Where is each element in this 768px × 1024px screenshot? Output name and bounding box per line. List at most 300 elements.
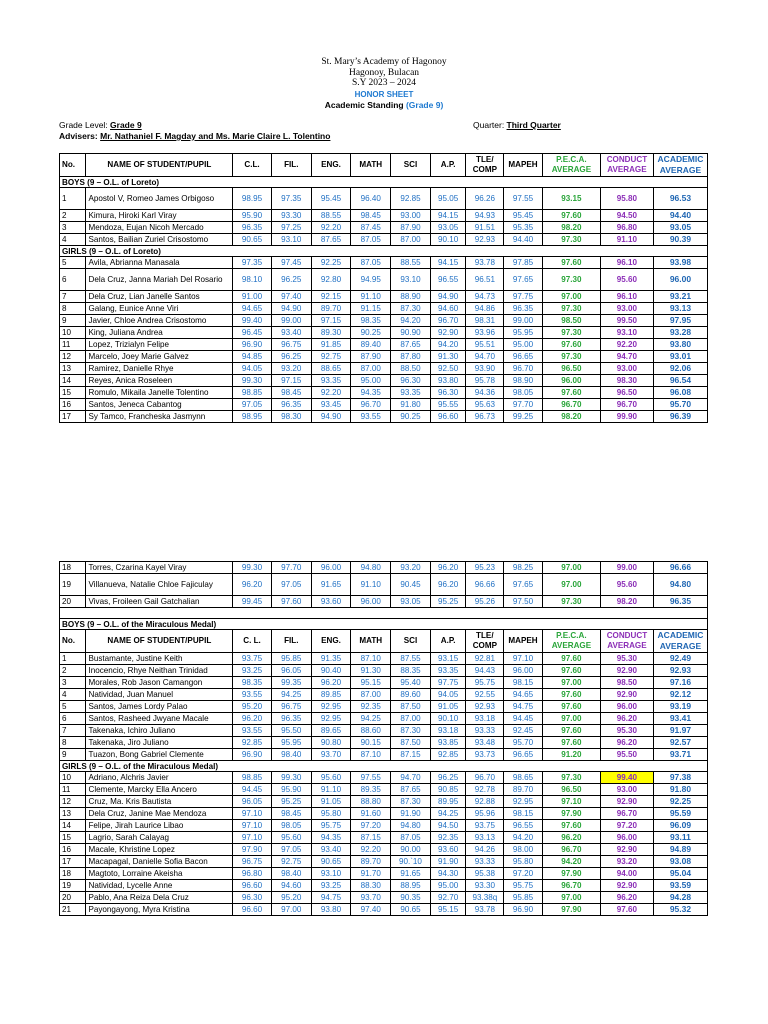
col-math-cell: 87.00 <box>351 689 391 701</box>
spacer-row <box>60 608 708 619</box>
col-peca-cell: 97.30 <box>542 596 600 608</box>
col-peca-cell: 97.60 <box>542 210 600 222</box>
col-conduct-cell: 92.90 <box>600 665 653 677</box>
table-row <box>60 665 708 677</box>
col-fil-cell: 98.30 <box>271 411 311 423</box>
quarter: Quarter: Third Quarter <box>473 120 561 130</box>
col-conduct-cell: 94.50 <box>600 210 653 222</box>
col-name-cell: Bustamante, Justine Keith <box>86 653 233 665</box>
col-academic-cell: 93.11 <box>653 832 707 844</box>
section-title: BOYS (9 – O.L. of Loreto) <box>60 177 708 188</box>
table-row <box>60 784 708 796</box>
col-peca-cell: 97.60 <box>542 339 600 351</box>
col-name-cell: Lagrio, Sarah Calayag <box>86 832 233 844</box>
col-cl-cell: 96.05 <box>233 796 272 808</box>
col-conduct-cell: 95.60 <box>600 574 653 596</box>
col-tle-cell: 95.23 <box>466 562 504 574</box>
col-conduct-cell: 93.10 <box>600 327 653 339</box>
col-eng-cell: 93.45 <box>311 399 351 411</box>
col-mapeh-cell: 97.85 <box>504 257 543 269</box>
col-math-cell: 91.60 <box>351 808 391 820</box>
col-math-cell: 89.40 <box>351 339 391 351</box>
col-tle-cell: 94.73 <box>466 291 504 303</box>
col-name-cell: Natividad, Lycelle Anne <box>86 880 233 892</box>
col-no-cell: 9 <box>60 749 86 761</box>
col-sci-cell: 89.60 <box>391 689 431 701</box>
col-peca-cell: 97.90 <box>542 868 600 880</box>
col-peca-cell: 97.00 <box>542 713 600 725</box>
col-conduct-cell: 94.00 <box>600 868 653 880</box>
school-year: S.Y 2023 – 2024 <box>351 78 417 88</box>
col-conduct-cell: 97.20 <box>600 820 653 832</box>
table-row <box>60 574 708 596</box>
col-fil-cell: 96.75 <box>271 339 311 351</box>
header-col-ap: A.P. <box>430 630 466 653</box>
col-mapeh-cell: 98.05 <box>504 387 543 399</box>
col-peca-cell: 91.20 <box>542 749 600 761</box>
col-no-cell: 6 <box>60 269 86 291</box>
col-fil-cell: 96.25 <box>271 269 311 291</box>
col-mapeh-cell: 94.65 <box>504 689 543 701</box>
col-tle-cell: 96.70 <box>466 772 504 784</box>
header-col-eng: ENG. <box>311 630 351 653</box>
col-math-cell: 87.45 <box>351 222 391 234</box>
col-peca-cell: 97.60 <box>542 257 600 269</box>
col-academic-cell: 93.01 <box>653 351 707 363</box>
col-name-cell: King, Juliana Andrea <box>86 327 233 339</box>
col-no-cell: 14 <box>60 375 86 387</box>
col-fil-cell: 95.25 <box>271 796 311 808</box>
section-row <box>60 761 708 772</box>
col-cl-cell: 96.90 <box>233 749 272 761</box>
table-row <box>60 713 708 725</box>
table-row <box>60 772 708 784</box>
col-tle-cell: 93.78 <box>466 257 504 269</box>
col-academic-cell: 93.98 <box>653 257 707 269</box>
col-sci-cell: 87.65 <box>391 339 431 351</box>
col-mapeh-cell: 97.55 <box>504 188 543 210</box>
col-sci-cell: 93.05 <box>391 596 431 608</box>
col-peca-cell: 94.20 <box>542 856 600 868</box>
col-fil-cell: 93.20 <box>271 363 311 375</box>
col-ap-cell: 95.55 <box>430 399 466 411</box>
col-ap-cell: 92.35 <box>430 832 466 844</box>
col-no-cell: 3 <box>60 222 86 234</box>
col-name-cell: Inocencio, Rhye Neithan Trinidad <box>86 665 233 677</box>
col-no-cell: 1 <box>60 653 86 665</box>
col-sci-cell: 91.65 <box>391 868 431 880</box>
col-peca-cell: 97.60 <box>542 665 600 677</box>
col-academic-cell: 93.71 <box>653 749 707 761</box>
col-conduct-cell: 98.20 <box>600 596 653 608</box>
col-no-cell: 9 <box>60 315 86 327</box>
col-conduct-cell: 95.30 <box>600 725 653 737</box>
col-peca-cell: 96.50 <box>542 363 600 375</box>
header-col-no: No. <box>60 630 86 653</box>
col-tle-cell: 95.51 <box>466 339 504 351</box>
col-mapeh-cell: 98.90 <box>504 375 543 387</box>
col-fil-cell: 99.30 <box>271 772 311 784</box>
col-cl-cell: 97.10 <box>233 832 272 844</box>
header-col-mapeh: MAPEH <box>504 630 543 653</box>
col-academic-cell: 94.80 <box>653 574 707 596</box>
col-no-cell: 5 <box>60 257 86 269</box>
col-ap-cell: 92.90 <box>430 327 466 339</box>
col-fil-cell: 98.40 <box>271 749 311 761</box>
table-row <box>60 796 708 808</box>
col-eng-cell: 93.80 <box>311 904 351 916</box>
table-row <box>60 749 708 761</box>
col-name-cell: Romulo, Mikaila Janelle Tolentino <box>86 387 233 399</box>
col-eng-cell: 92.20 <box>311 222 351 234</box>
col-tle-cell: 93.90 <box>466 363 504 375</box>
col-fil-cell: 92.75 <box>271 856 311 868</box>
col-ap-cell: 90.85 <box>430 784 466 796</box>
col-eng-cell: 89.30 <box>311 327 351 339</box>
col-peca-cell: 97.60 <box>542 820 600 832</box>
col-sci-cell: 87.15 <box>391 749 431 761</box>
table-row <box>60 375 708 387</box>
col-fil-cell: 95.20 <box>271 892 311 904</box>
col-fil-cell: 96.75 <box>271 701 311 713</box>
col-peca-cell: 97.90 <box>542 904 600 916</box>
col-academic-cell: 92.12 <box>653 689 707 701</box>
col-math-cell: 93.55 <box>351 411 391 423</box>
col-sci-cell: 93.00 <box>391 210 431 222</box>
advisers: Advisers: Mr. Nathaniel F. Magday and Ms. Marie Claire L. Tolentino <box>59 131 331 141</box>
table-row <box>60 904 708 916</box>
col-mapeh-cell: 97.20 <box>504 868 543 880</box>
col-ap-cell: 91.05 <box>430 701 466 713</box>
col-peca-cell: 98.20 <box>542 411 600 423</box>
col-cl-cell: 98.95 <box>233 411 272 423</box>
col-peca-cell: 96.50 <box>542 784 600 796</box>
col-mapeh-cell: 94.20 <box>504 832 543 844</box>
col-no-cell: 19 <box>60 880 86 892</box>
col-math-cell: 98.35 <box>351 315 391 327</box>
col-math-cell: 94.80 <box>351 562 391 574</box>
col-eng-cell: 90.65 <box>311 856 351 868</box>
col-ap-cell: 93.80 <box>430 375 466 387</box>
table-row <box>60 725 708 737</box>
col-fil-cell: 95.90 <box>271 784 311 796</box>
col-no-cell: 20 <box>60 892 86 904</box>
col-sci-cell: 87.05 <box>391 832 431 844</box>
table-row <box>60 653 708 665</box>
col-math-cell: 96.40 <box>351 188 391 210</box>
col-tle-cell: 93.73 <box>466 749 504 761</box>
col-tle-cell: 92.93 <box>466 701 504 713</box>
col-cl-cell: 97.35 <box>233 257 272 269</box>
col-tle-cell: 98.31 <box>466 315 504 327</box>
col-tle-cell: 93.48 <box>466 737 504 749</box>
col-peca-cell: 97.00 <box>542 574 600 596</box>
col-peca-cell: 96.00 <box>542 375 600 387</box>
col-no-cell: 2 <box>60 665 86 677</box>
col-sci-cell: 90.`10 <box>391 856 431 868</box>
advisers-value: Mr. Nathaniel F. Magday and Ms. Marie Claire L. Tolentino <box>100 131 331 141</box>
col-academic-cell: 97.95 <box>653 315 707 327</box>
col-conduct-cell: 93.00 <box>600 303 653 315</box>
col-ap-cell: 94.50 <box>430 820 466 832</box>
col-peca-cell: 97.00 <box>542 677 600 689</box>
quarter-value: Third Quarter <box>506 120 561 130</box>
col-sci-cell: 94.20 <box>391 315 431 327</box>
col-tle-cell: 95.63 <box>466 399 504 411</box>
col-fil-cell: 97.35 <box>271 188 311 210</box>
table-row <box>60 339 708 351</box>
col-cl-cell: 96.75 <box>233 856 272 868</box>
col-peca-cell: 96.70 <box>542 880 600 892</box>
col-name-cell: Ramirez, Danielle Rhye <box>86 363 233 375</box>
col-tle-cell: 92.78 <box>466 784 504 796</box>
col-eng-cell: 94.90 <box>311 411 351 423</box>
col-math-cell: 95.00 <box>351 375 391 387</box>
col-fil-cell: 97.00 <box>271 904 311 916</box>
col-sci-cell: 90.35 <box>391 892 431 904</box>
table-row <box>60 677 708 689</box>
col-conduct-cell: 97.60 <box>600 904 653 916</box>
col-mapeh-cell: 99.00 <box>504 315 543 327</box>
col-no-cell: 13 <box>60 808 86 820</box>
col-no-cell: 16 <box>60 844 86 856</box>
col-conduct-cell: 96.20 <box>600 713 653 725</box>
col-tle-cell: 94.36 <box>466 387 504 399</box>
col-math-cell: 91.30 <box>351 665 391 677</box>
table-row <box>60 596 708 608</box>
col-tle-cell: 95.78 <box>466 375 504 387</box>
col-tle-cell: 92.81 <box>466 653 504 665</box>
col-no-cell: 16 <box>60 399 86 411</box>
col-tle-cell: 93.33 <box>466 856 504 868</box>
col-mapeh-cell: 92.45 <box>504 725 543 737</box>
col-no-cell: 4 <box>60 689 86 701</box>
col-sci-cell: 87.80 <box>391 351 431 363</box>
col-ap-cell: 91.30 <box>430 351 466 363</box>
col-conduct-cell: 92.90 <box>600 796 653 808</box>
col-mapeh-cell: 96.70 <box>504 363 543 375</box>
col-sci-cell: 90.90 <box>391 327 431 339</box>
col-fil-cell: 97.40 <box>271 291 311 303</box>
section-row <box>60 619 708 630</box>
col-peca-cell: 97.30 <box>542 269 600 291</box>
table-row <box>60 399 708 411</box>
col-sci-cell: 87.30 <box>391 725 431 737</box>
col-fil-cell: 95.60 <box>271 832 311 844</box>
col-ap-cell: 89.95 <box>430 796 466 808</box>
col-eng-cell: 97.15 <box>311 315 351 327</box>
col-name-cell: Javier, Chloe Andrea Crisostomo <box>86 315 233 327</box>
col-conduct-cell: 98.30 <box>600 375 653 387</box>
header-col-no: No. <box>60 154 86 177</box>
col-cl-cell: 98.95 <box>233 188 272 210</box>
col-conduct-cell: 93.00 <box>600 363 653 375</box>
col-academic-cell: 93.05 <box>653 222 707 234</box>
col-name-cell: Dela Cruz, Janna Mariah Del Rosario <box>86 269 233 291</box>
col-sci-cell: 94.70 <box>391 772 431 784</box>
col-eng-cell: 90.80 <box>311 737 351 749</box>
col-name-cell: Takenaka, Ichiro Juliano <box>86 725 233 737</box>
col-eng-cell: 93.40 <box>311 844 351 856</box>
col-name-cell: Mendoza, Eujan Nicoh Mercado <box>86 222 233 234</box>
col-math-cell: 87.90 <box>351 351 391 363</box>
col-peca-cell: 97.60 <box>542 725 600 737</box>
col-mapeh-cell: 95.75 <box>504 880 543 892</box>
col-cl-cell: 93.55 <box>233 725 272 737</box>
col-eng-cell: 91.05 <box>311 796 351 808</box>
col-conduct-cell: 93.20 <box>600 856 653 868</box>
col-conduct-cell: 99.90 <box>600 411 653 423</box>
col-eng-cell: 92.75 <box>311 351 351 363</box>
col-eng-cell: 92.25 <box>311 257 351 269</box>
col-sci-cell: 94.80 <box>391 820 431 832</box>
col-mapeh-cell: 97.65 <box>504 574 543 596</box>
col-math-cell: 92.35 <box>351 701 391 713</box>
col-fil-cell: 98.45 <box>271 387 311 399</box>
col-math-cell: 87.05 <box>351 257 391 269</box>
col-sci-cell: 87.30 <box>391 303 431 315</box>
section-title: BOYS (9 – O.L. of the Miraculous Medal) <box>60 619 708 630</box>
table-row <box>60 820 708 832</box>
col-mapeh-cell: 95.35 <box>504 222 543 234</box>
col-mapeh-cell: 98.25 <box>504 562 543 574</box>
col-sci-cell: 93.10 <box>391 269 431 291</box>
col-sci-cell: 88.50 <box>391 363 431 375</box>
col-no-cell: 6 <box>60 713 86 725</box>
col-mapeh-cell: 96.00 <box>504 665 543 677</box>
table-row <box>60 188 708 210</box>
col-tle-cell: 91.51 <box>466 222 504 234</box>
col-cl-cell: 94.85 <box>233 351 272 363</box>
col-cl-cell: 98.85 <box>233 772 272 784</box>
col-tle-cell: 93.13 <box>466 832 504 844</box>
col-ap-cell: 94.90 <box>430 291 466 303</box>
col-academic-cell: 94.28 <box>653 892 707 904</box>
col-academic-cell: 92.49 <box>653 653 707 665</box>
col-math-cell: 96.00 <box>351 596 391 608</box>
col-eng-cell: 89.65 <box>311 725 351 737</box>
col-academic-cell: 96.00 <box>653 269 707 291</box>
col-name-cell: Clemente, Marcky Ella Ancero <box>86 784 233 796</box>
col-math-cell: 88.80 <box>351 796 391 808</box>
col-mapeh-cell: 97.75 <box>504 291 543 303</box>
header-col-fil: FIL. <box>271 154 311 177</box>
col-academic-cell: 96.39 <box>653 411 707 423</box>
col-peca-cell: 97.30 <box>542 234 600 246</box>
col-fil-cell: 94.60 <box>271 880 311 892</box>
col-no-cell: 14 <box>60 820 86 832</box>
col-tle-cell: 93.18 <box>466 713 504 725</box>
col-eng-cell: 93.70 <box>311 749 351 761</box>
table-header-row <box>60 154 708 177</box>
col-fil-cell: 96.35 <box>271 713 311 725</box>
col-eng-cell: 95.60 <box>311 772 351 784</box>
col-eng-cell: 92.95 <box>311 701 351 713</box>
col-peca-cell: 96.70 <box>542 844 600 856</box>
col-mapeh-cell: 95.00 <box>504 339 543 351</box>
table-row <box>60 210 708 222</box>
col-peca-cell: 97.60 <box>542 653 600 665</box>
table-row <box>60 689 708 701</box>
col-sci-cell: 87.55 <box>391 653 431 665</box>
col-cl-cell: 95.20 <box>233 701 272 713</box>
col-cl-cell: 99.30 <box>233 562 272 574</box>
col-sci-cell: 90.45 <box>391 574 431 596</box>
table-row <box>60 832 708 844</box>
col-academic-cell: 97.38 <box>653 772 707 784</box>
col-ap-cell: 93.15 <box>430 653 466 665</box>
table-row <box>60 363 708 375</box>
col-sci-cell: 95.40 <box>391 677 431 689</box>
col-fil-cell: 93.30 <box>271 210 311 222</box>
col-math-cell: 96.70 <box>351 399 391 411</box>
header-col-sci: SCI <box>391 154 431 177</box>
col-cl-cell: 93.75 <box>233 653 272 665</box>
col-tle-cell: 95.96 <box>466 808 504 820</box>
col-conduct-cell: 95.30 <box>600 653 653 665</box>
col-academic-cell: 93.21 <box>653 291 707 303</box>
table-row <box>60 315 708 327</box>
col-name-cell: Dela Cruz, Janine Mae Mendoza <box>86 808 233 820</box>
col-academic-cell: 93.41 <box>653 713 707 725</box>
col-math-cell: 87.10 <box>351 749 391 761</box>
col-name-cell: Macapagal, Danielle Sofia Bacon <box>86 856 233 868</box>
col-fil-cell: 95.85 <box>271 653 311 665</box>
col-conduct-cell: 96.00 <box>600 701 653 713</box>
col-academic-cell: 90.39 <box>653 234 707 246</box>
table-row <box>60 269 708 291</box>
col-ap-cell: 92.70 <box>430 892 466 904</box>
col-sci-cell: 87.50 <box>391 737 431 749</box>
col-ap-cell: 93.05 <box>430 222 466 234</box>
col-conduct-cell: 96.50 <box>600 387 653 399</box>
col-no-cell: 2 <box>60 210 86 222</box>
col-sci-cell: 90.65 <box>391 904 431 916</box>
table-row <box>60 303 708 315</box>
col-mapeh-cell: 95.95 <box>504 327 543 339</box>
table-row <box>60 411 708 423</box>
col-eng-cell: 91.65 <box>311 574 351 596</box>
col-eng-cell: 92.15 <box>311 291 351 303</box>
col-eng-cell: 92.95 <box>311 713 351 725</box>
col-mapeh-cell: 97.10 <box>504 653 543 665</box>
col-tle-cell: 92.55 <box>466 689 504 701</box>
col-math-cell: 95.15 <box>351 677 391 689</box>
header-col-peca: P.E.C.A. AVERAGE <box>542 154 600 177</box>
col-name-cell: Santos, Rasheed Jwyane Macale <box>86 713 233 725</box>
col-cl-cell: 98.85 <box>233 387 272 399</box>
col-eng-cell: 91.85 <box>311 339 351 351</box>
col-sci-cell: 88.90 <box>391 291 431 303</box>
col-math-cell: 97.55 <box>351 772 391 784</box>
col-mapeh-cell: 97.65 <box>504 269 543 291</box>
col-conduct-cell: 98.50 <box>600 677 653 689</box>
col-name-cell: Morales, Rob Jason Camangon <box>86 677 233 689</box>
col-fil-cell: 93.40 <box>271 327 311 339</box>
col-cl-cell: 97.10 <box>233 820 272 832</box>
col-sci-cell: 88.95 <box>391 880 431 892</box>
col-eng-cell: 94.35 <box>311 832 351 844</box>
col-sci-cell: 88.35 <box>391 665 431 677</box>
header-col-tle: TLE/ COMP <box>466 630 504 653</box>
col-cl-cell: 96.80 <box>233 868 272 880</box>
spacer-cell <box>60 608 708 619</box>
col-fil-cell: 95.95 <box>271 737 311 749</box>
section-title: GIRLS (9 – O.L. of the Miraculous Medal) <box>60 761 708 772</box>
table-row <box>60 737 708 749</box>
col-tle-cell: 94.43 <box>466 665 504 677</box>
col-fil-cell: 96.25 <box>271 351 311 363</box>
